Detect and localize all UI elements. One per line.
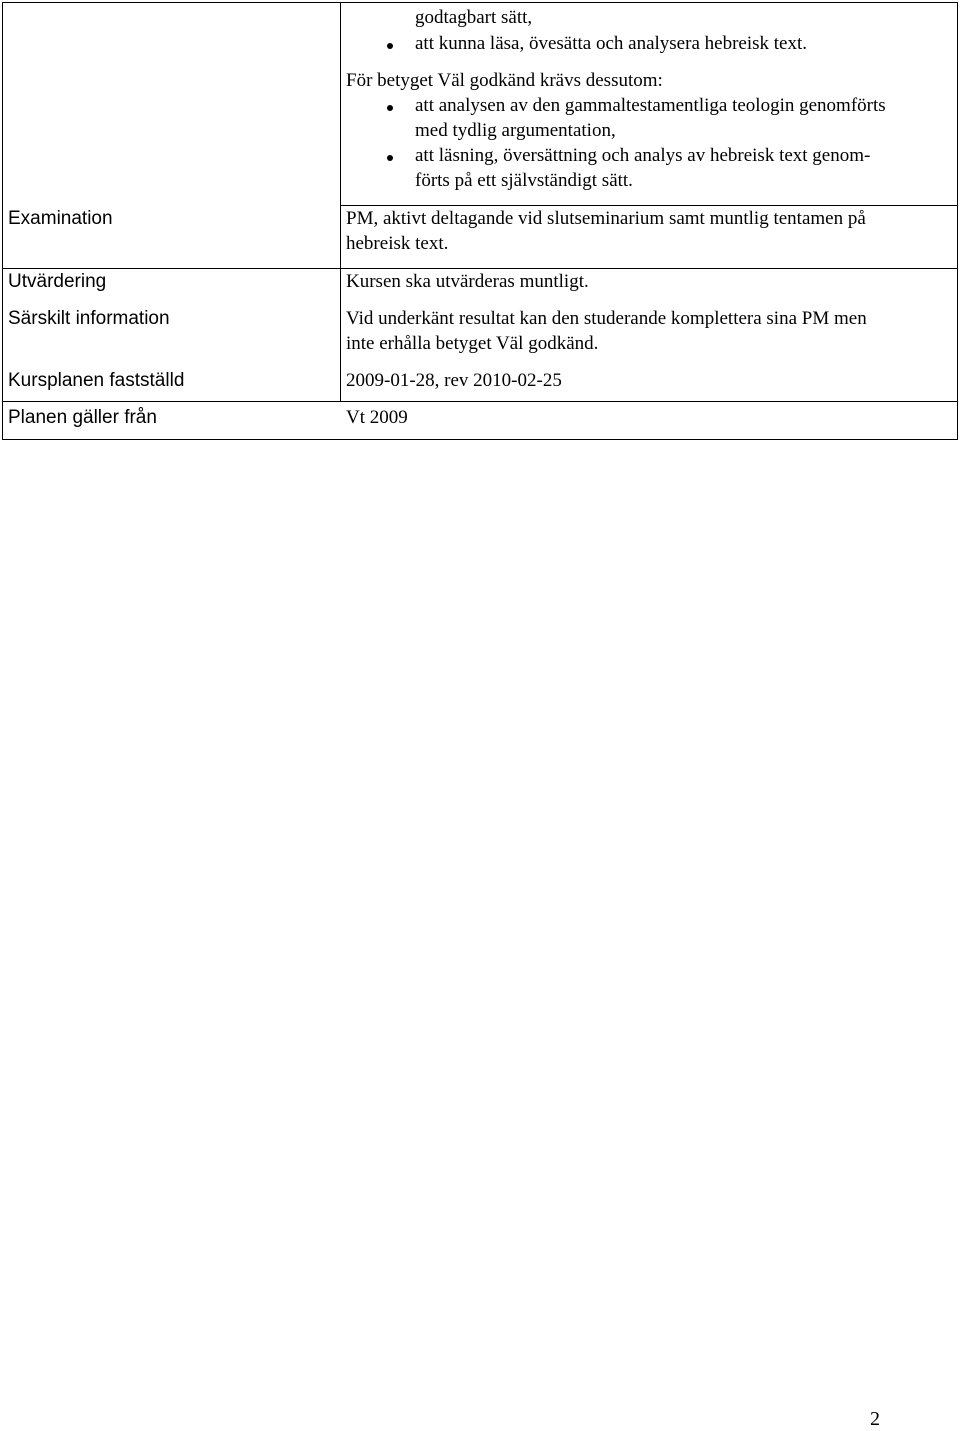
sarskilt-value: inte erhålla betyget Väl godkänd. bbox=[346, 333, 599, 354]
galler-label: Planen gäller från bbox=[8, 407, 157, 428]
bullet-text: med tydlig argumentation, bbox=[415, 120, 616, 141]
bullet-text: förts på ett självständigt sätt. bbox=[415, 170, 633, 191]
faststalld-value: 2009-01-28, rev 2010-02-25 bbox=[346, 370, 562, 391]
bullet-icon bbox=[387, 105, 393, 111]
bullet-text: att läsning, översättning och analys av hebreisk text genom- bbox=[415, 145, 871, 166]
examination-value: hebreisk text. bbox=[346, 233, 449, 254]
galler-value: Vt 2009 bbox=[346, 407, 408, 428]
bullet-icon bbox=[387, 43, 393, 49]
continued-text: godtagbart sätt, bbox=[415, 7, 533, 28]
sarskilt-value: Vid underkänt resultat kan den studerande komplettera sina PM men bbox=[346, 308, 867, 329]
page-number: 2 bbox=[870, 1408, 880, 1430]
examination-label: Examination bbox=[8, 208, 113, 229]
utvardering-label: Utvärdering bbox=[8, 271, 107, 292]
sarskilt-label: Särskilt information bbox=[8, 308, 170, 329]
bullet-text: att analysen av den gammaltestamentliga teologin genomförts bbox=[415, 95, 886, 116]
bullet-text: att kunna läsa, övesätta och analysera hebreisk text. bbox=[415, 33, 807, 54]
course-plan-table bbox=[2, 2, 958, 440]
examination-value: PM, aktivt deltagande vid slutseminarium samt muntlig tentamen på bbox=[346, 208, 866, 229]
row-divider bbox=[3, 401, 957, 402]
bullet-icon bbox=[387, 155, 393, 161]
faststalld-label: Kursplanen fastställd bbox=[8, 370, 185, 391]
utvardering-value: Kursen ska utvärderas muntligt. bbox=[346, 271, 589, 292]
column-divider bbox=[340, 3, 341, 401]
grade-intro: För betyget Väl godkänd krävs dessutom: bbox=[346, 70, 663, 91]
